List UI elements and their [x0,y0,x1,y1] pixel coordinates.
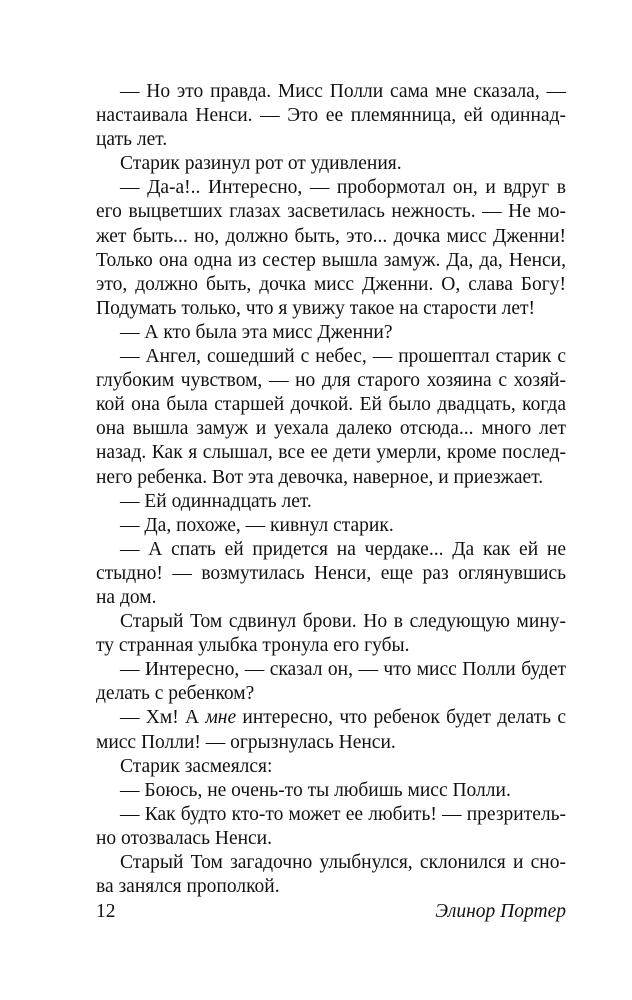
text-line: его выцветших глазах засветилась нежность. — Не мо- [96,201,566,223]
text-fragment: интересно, что ребенок будет делать с [236,707,566,729]
text-line: кой она была старшей дочкой. Ей было двадцать, когда [96,394,566,416]
text-line: него ребенка. Вот эта девочка, наверное, и приезжает. [96,466,544,488]
text-line: но отозвалась Ненси. [96,827,272,849]
running-author: Элинор Портер [435,901,566,922]
book-page [96,80,566,960]
text-line: — Интересно, — сказал он, — что мисс Полли будет [120,659,566,681]
text-line: на дом. [96,586,157,608]
text-line: Старый Том загадочно улыбнулся, склонился и сно- [120,852,566,873]
page-number: 12 [96,901,116,922]
text-line: — А спать ей придется на чердаке... Да как ей не [120,538,566,560]
text-line: стыдно! — возмутилась Ненси, еще раз оглянувшись [96,562,566,584]
text-line: — Да, похоже, — кивнул старик. [120,514,394,536]
text-line: она вышла замуж и уехала далеко отсюда... много лет [96,418,566,440]
text-line [96,706,566,730]
text-line: — Да-а!.. Интересно, — пробормотал он, и вдруг в [120,177,566,199]
text-line: глубоким чувством, — но для старого хозяина с хозяй- [96,370,566,392]
text-line: Старый Том сдвинул брови. Но в следующую мину- [120,611,566,633]
text-line: — А кто была эта мисс Дженни? [120,321,393,343]
body-text [96,80,566,899]
text-line: — Ей одиннадцать лет. [120,490,312,512]
text-line: назад. Как я слышал, все ее дети умерли, кроме послед- [96,442,566,464]
text-line: делать с ребенком? [96,683,255,705]
text-line: Старик разинул рот от удивления. [120,153,402,175]
text-line: — Боюсь, не очень-то ты любишь мисс Полли. [120,779,511,801]
text-line: Подумать только, что я увижу такое на старости лет! [96,297,536,319]
text-line: — Как будто кто-то может ее любить! — презритель- [120,803,566,825]
text-line: Только она одна из сестер вышла замуж. Да, да, Ненси, [96,249,566,271]
text-line: Старик засмеялся: [120,755,273,777]
text-line: ту странная улыбка тронула его губы. [96,635,410,657]
text-line: мисс Полли! — огрызнулась Ненси. [96,731,396,753]
text-fragment: — Хм! А [120,707,206,729]
text-line: настаивала Ненси. — Это ее племянница, ей одиннад- [96,105,566,127]
text-line: жет быть... но, должно быть, это... дочка мисс Дженни! [96,225,566,247]
text-line: цать лет. [96,129,168,151]
text-line: ва занялся прополкой. [96,876,280,898]
emphasized-word: мне [205,707,237,729]
text-line: — Но это правда. Мисс Полли сама мне сказала, — [120,81,566,102]
text-line: — Ангел, сошедший с небес, — прошептал старик с [120,346,566,368]
text-line: это, должно быть, дочка мисс Дженни. О, слава Богу! [96,273,566,295]
